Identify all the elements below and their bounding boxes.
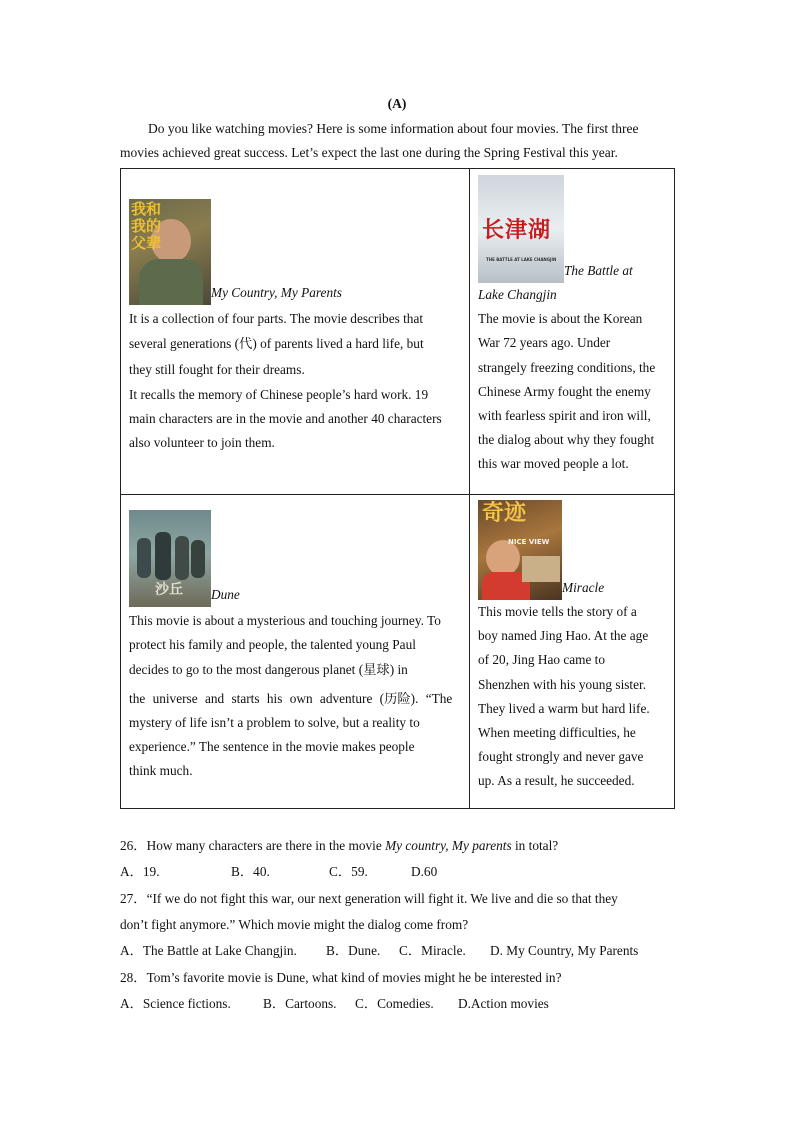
movie-desc-line: fought strongly and never gave: [478, 749, 644, 765]
option-c[interactable]: C．Comedies.: [355, 996, 434, 1011]
answer-options: [120, 991, 680, 1017]
movie-cell-battle-lake-changjin: [470, 169, 675, 495]
table-row: [121, 169, 675, 495]
question-stem-movie-title: My country, My parents: [385, 838, 512, 853]
movie-desc-line: the universe and starts his own adventure (历险). “The: [129, 690, 453, 706]
movie-desc-line: They lived a warm but hard life.: [478, 700, 650, 716]
poster-my-country-title: 我和我的父辈: [131, 200, 162, 252]
poster-dune-title: 沙丘: [155, 582, 183, 598]
movie-desc-line: This movie is about a mysterious and touching journey. To: [129, 613, 441, 628]
question-26: [120, 833, 680, 885]
option-b[interactable]: B．40.: [231, 864, 270, 879]
question-27: [120, 886, 680, 964]
movie-desc-line: When meeting difficulties, he: [478, 725, 636, 741]
poster-changjin-subtitle: THE BATTLE AT LAKE CHANGJIN: [486, 257, 557, 262]
movie-desc-line: they still fought for their dreams.: [129, 362, 305, 378]
movie-desc-line: boy named Jing Hao. At the age: [478, 628, 649, 644]
movie-desc-line: protect his family and people, the talented young Paul: [129, 637, 416, 653]
movie-desc-line: with fearless spirit and iron will,: [478, 408, 651, 424]
movie-desc-line: Shenzhen with his young sister.: [478, 676, 647, 692]
movie-desc-line: War 72 years ago. Under: [478, 335, 611, 351]
movie-desc-line: main characters are in the movie and another 40 characters: [129, 410, 442, 426]
option-d[interactable]: D.60: [411, 864, 438, 879]
table-row: [121, 495, 675, 809]
movie-desc-line: up. As a result, he succeeded.: [478, 773, 635, 789]
option-c[interactable]: C．Miracle.: [399, 943, 466, 958]
poster-my-country-image: [129, 199, 211, 305]
intro-line-1: Do you like watching movies? Here is some information about four movies. The first three: [148, 121, 639, 136]
movie-desc-line: experience.” The sentence in the movie makes people: [129, 739, 415, 755]
option-c[interactable]: C．59.: [329, 864, 368, 879]
movie-desc-line: several generations (代) of parents lived a hard life, but: [129, 336, 424, 352]
question-stem: [120, 833, 680, 859]
question-28: [120, 965, 680, 1017]
poster-miracle-image: [478, 500, 562, 600]
answer-options: [120, 938, 680, 964]
movie-desc-line: decides to go to the most dangerous planet (星球) in: [129, 662, 408, 678]
movie-title-changjin-part2: Lake Changjin: [478, 287, 557, 302]
movie-desc-line: mystery of life isn’t a problem to solve, but a reality to: [129, 714, 420, 730]
movie-desc-line: also volunteer to join them.: [129, 435, 275, 451]
movie-title-miracle: Miracle: [562, 579, 605, 595]
option-a[interactable]: A．The Battle at Lake Changjin.: [120, 943, 297, 958]
movie-desc-line: this war moved people a lot.: [478, 456, 629, 472]
option-d[interactable]: D.Action movies: [458, 996, 549, 1011]
poster-dune-image: [129, 510, 211, 607]
answer-options: [120, 859, 680, 885]
movie-desc-line: The movie is about the Korean: [478, 311, 643, 327]
question-stem-text: 26．How many characters are there in the movie: [120, 838, 386, 853]
poster-miracle-title: 奇迹: [482, 501, 527, 526]
movies-table: [120, 168, 675, 809]
movie-desc-line: the dialog about why they fought: [478, 432, 655, 448]
movie-title-changjin-part1: The Battle at: [564, 262, 633, 278]
poster-changjin-image: [478, 175, 564, 283]
option-b[interactable]: B．Dune.: [326, 943, 381, 958]
movie-title-dune: Dune: [211, 586, 240, 602]
option-a[interactable]: A．19.: [120, 864, 160, 879]
poster-miracle-subtitle: NICE VIEW: [508, 538, 550, 546]
movie-cell-my-country: [121, 169, 470, 495]
movie-desc-line: Chinese Army fought the enemy: [478, 383, 651, 399]
movie-title-my-country: My Country, My Parents: [211, 284, 342, 300]
movie-desc-line: This movie tells the story of a: [478, 604, 637, 619]
movie-desc-line: It is a collection of four parts. The movie describes that: [129, 311, 424, 326]
movie-desc-line: It recalls the memory of Chinese people’s hard work. 19: [129, 386, 429, 402]
movie-desc-line: of 20, Jing Hao came to: [478, 652, 606, 668]
question-stem-text-end: in total?: [511, 838, 559, 853]
section-label: (A): [387, 96, 407, 111]
movie-cell-dune: [121, 495, 470, 809]
option-d[interactable]: D. My Country, My Parents: [490, 943, 639, 958]
option-b[interactable]: B．Cartoons.: [263, 996, 337, 1011]
question-stem-line-2: don’t fight anymore.” Which movie might the dialog come from?: [120, 917, 469, 932]
movie-desc-line: strangely freezing conditions, the: [478, 359, 656, 375]
movie-cell-miracle: [470, 495, 675, 809]
poster-changjin-title: 长津湖: [482, 218, 552, 243]
option-a[interactable]: A．Science fictions.: [120, 996, 231, 1011]
movie-desc-line: think much.: [129, 763, 193, 779]
intro-line-2: movies achieved great success. Let’s expect the last one during the Spring Festival this year.: [120, 145, 618, 160]
question-stem-line-1: 27．“If we do not fight this war, our next generation will fight it. We live and die so that they: [120, 891, 618, 906]
question-stem: 28．Tom’s favorite movie is Dune, what kind of movies might he be interested in?: [120, 970, 562, 985]
